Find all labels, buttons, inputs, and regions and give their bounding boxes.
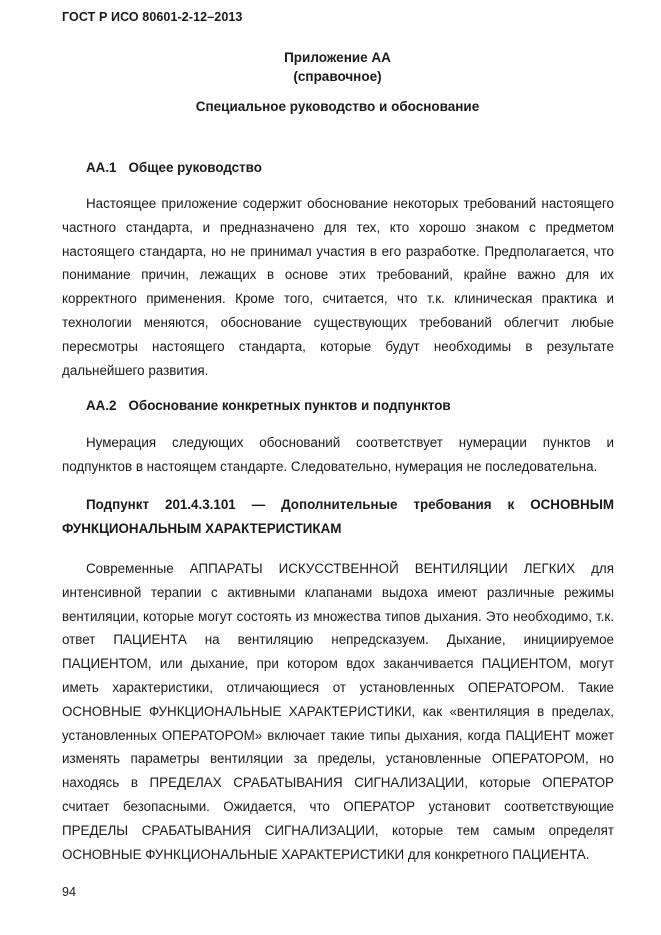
section-heading-aa2: [62, 394, 614, 417]
subclause-heading: Подпункт 201.4.3.101 — Дополнительные требования к ОСНОВНЫМ ФУНКЦИОНАЛЬНЫМ ХАРАКТЕРИСТИКАМ: [62, 496, 614, 536]
section-title: Обоснование конкретных пунктов и подпунктов: [128, 398, 451, 414]
section-title: Общее руководство: [128, 160, 262, 175]
appendix-title: Приложение АА: [284, 50, 391, 65]
appendix-title-block: [0, 48, 661, 86]
section-number: АА.1: [86, 160, 117, 175]
section-paragraph: Настоящее приложение содержит обоснование некоторых требований настоящего частного стандарта, и предназначено для тех, кто хорошо знаком с предметом настоящего стандарта, но не принимал участия в его разработке. Предполагается, что понимание причин, лежащих в основе этих требований, крайне важно для их корректного применения. Кроме того, считается, что т.к. клиническая практика и технологии меняются, обоснование существующих требований облегчит любые пересмотры настоящего стандарта, которые будут необходимы в результате дальнейшего развития.: [62, 196, 614, 378]
section-number: АА.2: [86, 398, 117, 414]
page-number: 94: [62, 885, 76, 899]
subclause-paragraph: Современные АППАРАТЫ ИСКУССТВЕННОЙ ВЕНТИЛЯЦИИ ЛЕГКИХ для интенсивной терапии с активными клапанами выдоха имеют различные режимы вентиляции, которые могут состоять из множества типов дыхания. Это необходимо, т.к. ответ ПАЦИЕНТА на вентиляцию непредсказуем. Дыхание, инициируемое ПАЦИЕНТОМ, или дыхание, при котором вдох заканчивается ПАЦИЕНТОМ, могут иметь характеристики, отличающиеся от установленных ОПЕРАТОРОМ. Такие ОСНОВНЫЕ ФУНКЦИОНАЛЬНЫЕ ХАРАКТЕРИСТИКИ, как «вентиляция в пределах, установленных ОПЕРАТОРОМ» включает такие типы дыхания, когда ПАЦИЕНТ может изменять параметры вентиляции за пределы, установленные ОПЕРАТОРОМ, но находясь в ПРЕДЕЛАХ СРАБАТЫВАНИЯ СИГНАЛИЗАЦИИ, которые ОПЕРАТОР считает безопасными. Ожидается, что ОПЕРАТОР установит соответствующие ПРЕДЕЛЫ СРАБАТЫВАНИЯ СИГНАЛИЗАЦИИ, которые тем самым определят ОСНОВНЫЕ ФУНКЦИОНАЛЬНЫЕ ХАРАКТЕРИСТИКИ для конкретного ПАЦИЕНТА.: [62, 560, 614, 862]
appendix-subtitle: (справочное): [293, 69, 382, 84]
document-header: ГОСТ Р ИСО 80601-2-12–2013: [62, 10, 243, 24]
page-title: Специальное руководство и обоснование: [195, 99, 480, 114]
document-body: [62, 156, 614, 866]
section-heading-aa1: [62, 156, 614, 179]
section-paragraph: Нумерация следующих обоснований соответствует нумерации пунктов и подпунктов в настоящем стандарте. Следовательно, нумерация не последовательна.: [62, 435, 614, 475]
